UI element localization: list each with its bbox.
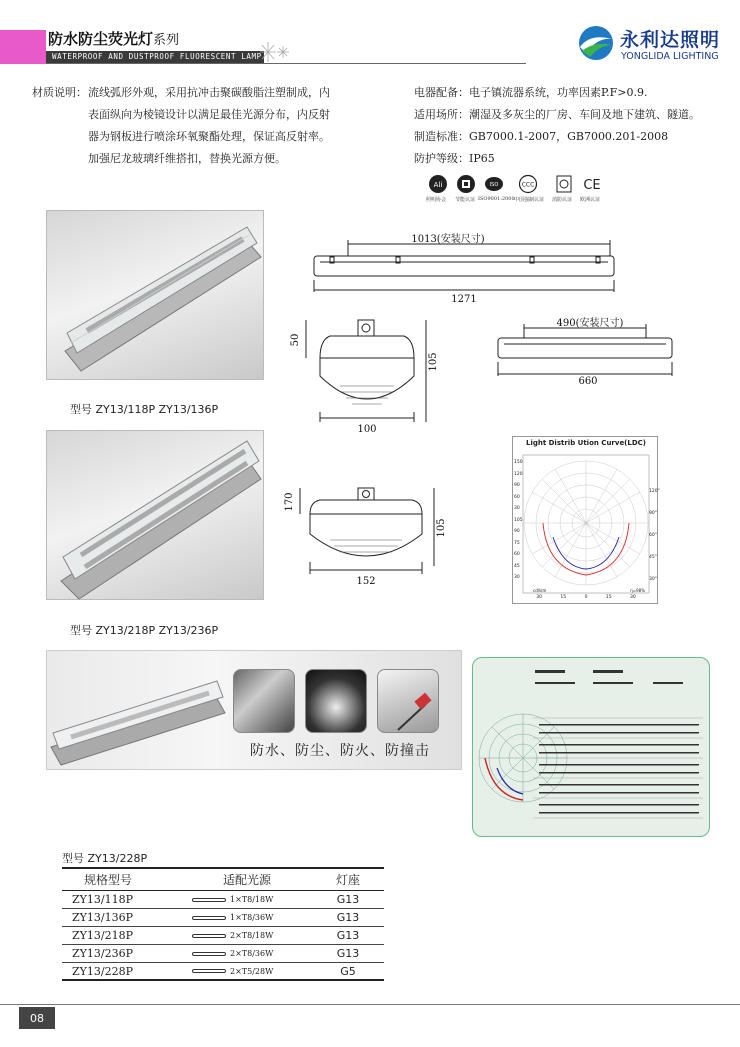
material-line-2: 表面纵向为棱镜设计以满足最佳光源分布，内反射 — [88, 108, 330, 121]
ldc-right-tick: 60° — [649, 533, 657, 538]
dim-s2-width: 152 — [356, 576, 376, 587]
ldc-bottom-tick: 0 — [584, 595, 588, 600]
feature-slogan: 防水、防尘、防火、防撞击 — [250, 743, 430, 759]
spec-protection: 防护等级：IP65 — [414, 152, 495, 165]
cell-base: G13 — [336, 947, 360, 960]
dim-s2-height: 105 — [436, 518, 447, 538]
model-label-single: 型号 ZY13/118P ZY13/136P — [70, 403, 219, 416]
ldc-left-tick: 30 — [514, 506, 520, 511]
cell-model: ZY13/136P — [72, 911, 134, 924]
cert-label-1: 照明协会 — [426, 197, 447, 203]
cell-base: G5 — [340, 964, 356, 978]
material-label: 材质说明： — [32, 86, 87, 99]
ldc-right-tick: 30° — [649, 577, 657, 582]
header-base: 灯座 — [335, 873, 360, 887]
ldc-left-tick: 60 — [514, 552, 520, 557]
dim-s1-height: 105 — [428, 352, 439, 372]
ldc-left-tick: 90 — [514, 483, 520, 488]
fire-cert-icon — [554, 174, 574, 194]
cell-base: G13 — [336, 893, 360, 906]
table-row — [62, 927, 384, 945]
iso9001-icon — [484, 174, 504, 194]
ldc-left-tick: 30 — [514, 575, 520, 580]
table-header — [62, 867, 384, 891]
header-accent-block — [0, 30, 46, 64]
dim-install-long: 1013(安装尺寸) — [411, 234, 485, 245]
ldc-title: Light Distrib Ution Curve(LDC) — [525, 439, 646, 447]
tube-icon — [192, 969, 226, 973]
dim-length-short: 660 — [578, 376, 598, 387]
ldc-left-tick: 75 — [514, 540, 520, 546]
brand-name-cn: 永利达照明 — [620, 29, 721, 51]
cert-label-2: 节能认证 — [455, 197, 476, 203]
svg-text:CCC: CCC — [521, 181, 535, 189]
product-photo-single — [46, 210, 264, 380]
footer-divider — [0, 1004, 740, 1005]
cell-source: 1×T8/18W — [230, 895, 274, 904]
dim-s2-top: 170 — [284, 492, 295, 512]
impact-test-photo — [377, 669, 439, 733]
cell-model: ZY13/218P — [72, 929, 134, 942]
tube-icon — [192, 916, 226, 920]
dimension-drawing-cross-section-2 — [286, 488, 456, 588]
yonglida-logo-icon — [576, 23, 616, 63]
ldc-bottom-tick: 15 — [560, 595, 567, 600]
page-title: 防水防尘荧光灯系列 — [48, 30, 180, 48]
ldc-bottom-tick: 30 — [630, 595, 636, 600]
energy-saving-icon — [456, 174, 476, 194]
ldc-right-tick: 90° — [649, 511, 657, 516]
svg-text:ISO: ISO — [489, 182, 499, 188]
product-photo-double — [46, 430, 264, 600]
ldc-left-tick: 45 — [514, 563, 520, 569]
table-row — [62, 909, 384, 927]
svg-text:CE: CE — [583, 178, 601, 193]
ldc-left-tick: 150 — [514, 460, 523, 465]
ldc-detail-panel — [472, 657, 710, 837]
cell-model: ZY13/118P — [72, 893, 134, 906]
ldc-right-tick: 45° — [649, 555, 657, 560]
dimension-drawing-top — [290, 226, 680, 436]
cert-label-3: ISO9001:2000 — [478, 196, 515, 202]
cell-source: 1×T8/36W — [230, 913, 274, 922]
model-label-double: 型号 ZY13/218P ZY13/236P — [70, 624, 219, 637]
ldc-footnote-right: η=98% — [630, 588, 645, 593]
spec-standard: 制造标准：GB7000.1-2007，GB7000.201-2008 — [414, 130, 669, 143]
page-number: 08 — [19, 1007, 55, 1029]
cali-icon — [428, 174, 448, 194]
header-model: 规格型号 — [84, 873, 133, 887]
ldc-bottom-tick: 30 — [536, 595, 542, 600]
cell-source: 2×T5/28W — [230, 966, 274, 976]
cell-base: G13 — [336, 911, 360, 924]
dim-s1-width: 100 — [357, 424, 377, 435]
tube-icon — [192, 934, 226, 938]
cell-source: 2×T8/18W — [230, 931, 274, 940]
dim-length-long: 1271 — [451, 294, 477, 305]
spec-application: 适用场所：潮湿及多灰尘的厂房、车间及地下建筑、隧道。 — [414, 108, 700, 121]
cert-label-5: 消防认证 — [552, 197, 573, 203]
tube-icon — [192, 898, 226, 902]
cert-label-4: 中国强制认证 — [514, 197, 545, 203]
ldc-left-tick: 90 — [514, 529, 520, 534]
ldc-footnote-left: cd/klm — [533, 588, 547, 593]
certification-row — [428, 174, 608, 202]
table-row — [62, 963, 384, 981]
model-label-228: 型号 ZY13/228P — [62, 852, 148, 865]
page-title-english: WATERPROOF AND DUSTPROOF FLUORESCENT LAMP SERIES — [52, 52, 298, 61]
ldc-left-tick: 120 — [514, 471, 523, 477]
dim-s1-top: 50 — [290, 333, 301, 347]
table-row — [62, 891, 384, 909]
snowflake-decoration-icon — [258, 40, 292, 64]
ldc-chart — [512, 436, 658, 604]
cert-label-6: 欧洲认证 — [580, 197, 601, 203]
waterproof-photo — [233, 669, 295, 733]
ce-icon — [582, 174, 602, 194]
ccc-icon — [518, 174, 538, 194]
ldc-left-tick: 60 — [514, 494, 520, 500]
spec-table — [62, 867, 384, 981]
cell-base: G13 — [336, 929, 360, 942]
cell-source: 2×T8/36W — [230, 949, 274, 958]
material-line-4: 加强尼龙玻璃纤维搭扣，替换光源方便。 — [88, 152, 286, 165]
cell-model: ZY13/228P — [72, 964, 134, 978]
material-line-3: 器为钢板进行喷涂环氧聚酯处理，保证高反射率。 — [88, 130, 330, 143]
spec-electrical: 电器配备：电子镇流器系统，功率因素P.F>0.9. — [414, 86, 648, 99]
product-photo-strip — [47, 651, 227, 769]
svg-text:Ali: Ali — [433, 181, 443, 189]
tube-icon — [192, 952, 226, 956]
brand-name-en: YONGLIDA LIGHTING — [621, 51, 719, 62]
ldc-right-tick: 120° — [649, 489, 660, 494]
cell-model: ZY13/236P — [72, 947, 134, 960]
header-source: 适配光源 — [222, 873, 271, 887]
table-row — [62, 945, 384, 963]
dustproof-photo — [305, 669, 367, 733]
ldc-bottom-tick: 15 — [605, 595, 612, 600]
material-line-1: 流线弧形外观，采用抗冲击聚碳酸脂注塑制成，内 — [88, 86, 330, 99]
dim-install-short: 490(安装尺寸) — [556, 318, 624, 329]
ldc-left-tick: 105 — [514, 517, 523, 523]
